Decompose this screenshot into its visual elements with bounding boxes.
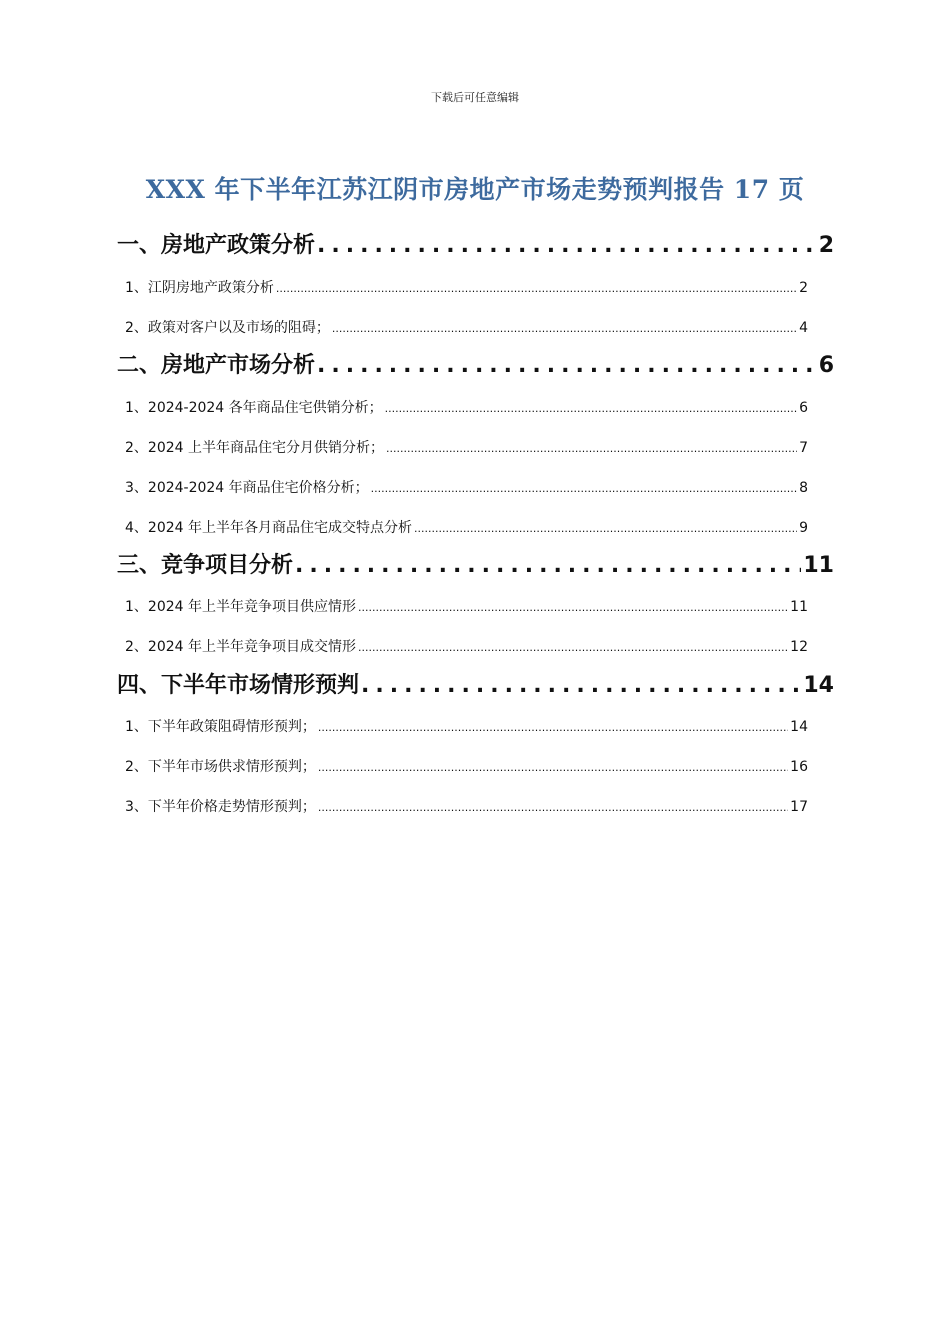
toc-page-number: 17 <box>790 799 808 815</box>
toc-item-label: 2、2024 上半年商品住宅分月供销分析； <box>125 440 384 456</box>
toc-leader-dots <box>358 641 788 654</box>
toc-item-4-1[interactable] <box>125 716 808 738</box>
toc-page-number: 2 <box>799 280 808 296</box>
toc-page-number: 14 <box>790 719 808 735</box>
toc-leader-dots <box>414 522 797 535</box>
toc-page-number: 11 <box>803 553 834 578</box>
toc-item-3-2[interactable] <box>125 636 808 658</box>
toc-item-label: 1、下半年政策阻碍情形预判； <box>125 719 316 735</box>
toc-item-label: 3、2024-2024 年商品住宅价格分析； <box>125 480 369 496</box>
toc-page-number: 6 <box>818 353 834 378</box>
toc-leader-dots <box>386 442 797 455</box>
toc-page-number: 12 <box>790 639 808 655</box>
toc-page-number: 16 <box>790 759 808 775</box>
toc-item-4-2[interactable] <box>125 756 808 778</box>
toc-item-label: 4、2024 年上半年各月商品住宅成交特点分析 <box>125 520 412 536</box>
toc-item-1-1[interactable] <box>125 277 808 299</box>
toc-item-3-1[interactable] <box>125 596 808 618</box>
toc-leader-dots <box>361 673 801 698</box>
toc-page-number: 6 <box>799 400 808 416</box>
toc-leader-dots <box>318 721 788 734</box>
toc-leader-dots <box>295 553 801 578</box>
toc-item-2-3[interactable] <box>125 477 808 499</box>
toc-section-4[interactable] <box>117 668 834 700</box>
toc-item-4-3[interactable] <box>125 796 808 818</box>
toc-page-number: 8 <box>799 480 808 496</box>
toc-item-label: 2、政策对客户以及市场的阻碍； <box>125 320 330 336</box>
toc-section-label: 四、下半年市场情形预判 <box>117 673 360 698</box>
toc-item-label: 2、下半年市场供求情形预判； <box>125 759 316 775</box>
toc-item-2-4[interactable] <box>125 517 808 539</box>
toc-section-3[interactable] <box>117 548 834 580</box>
toc-leader-dots <box>358 601 788 614</box>
toc-leader-dots <box>317 353 817 378</box>
toc-page-number: 9 <box>799 520 808 536</box>
toc-leader-dots <box>317 233 817 258</box>
toc-section-label: 一、房地产政策分析 <box>117 233 316 258</box>
toc-leader-dots <box>318 761 788 774</box>
document-title: XXX 年下半年江苏江阴市房地产市场走势预判报告 17 页 <box>145 175 805 204</box>
toc-section-1[interactable] <box>117 228 834 260</box>
toc-item-1-2[interactable] <box>125 317 808 339</box>
toc-leader-dots <box>318 801 788 814</box>
toc-leader-dots <box>332 322 797 335</box>
toc-item-label: 3、下半年价格走势情形预判； <box>125 799 316 815</box>
toc-item-label: 2、2024 年上半年竞争项目成交情形 <box>125 639 356 655</box>
toc-page-number: 2 <box>818 233 834 258</box>
toc-page-number: 7 <box>799 440 808 456</box>
toc-page-number: 11 <box>790 599 808 615</box>
toc-section-label: 三、竞争项目分析 <box>117 553 294 578</box>
toc-page-number: 14 <box>803 673 834 698</box>
toc-item-label: 1、江阴房地产政策分析 <box>125 280 274 296</box>
toc-leader-dots <box>385 402 797 415</box>
header-note: 下载后可任意编辑 <box>431 91 519 104</box>
toc-section-2[interactable] <box>117 348 834 380</box>
toc-item-label: 1、2024-2024 各年商品住宅供销分析； <box>125 400 383 416</box>
toc-item-label: 1、2024 年上半年竞争项目供应情形 <box>125 599 356 615</box>
toc-leader-dots <box>276 282 797 295</box>
toc-section-label: 二、房地产市场分析 <box>117 353 316 378</box>
toc-leader-dots <box>371 482 797 495</box>
toc-item-2-1[interactable] <box>125 397 808 419</box>
toc-page-number: 4 <box>799 320 808 336</box>
toc-item-2-2[interactable] <box>125 437 808 459</box>
